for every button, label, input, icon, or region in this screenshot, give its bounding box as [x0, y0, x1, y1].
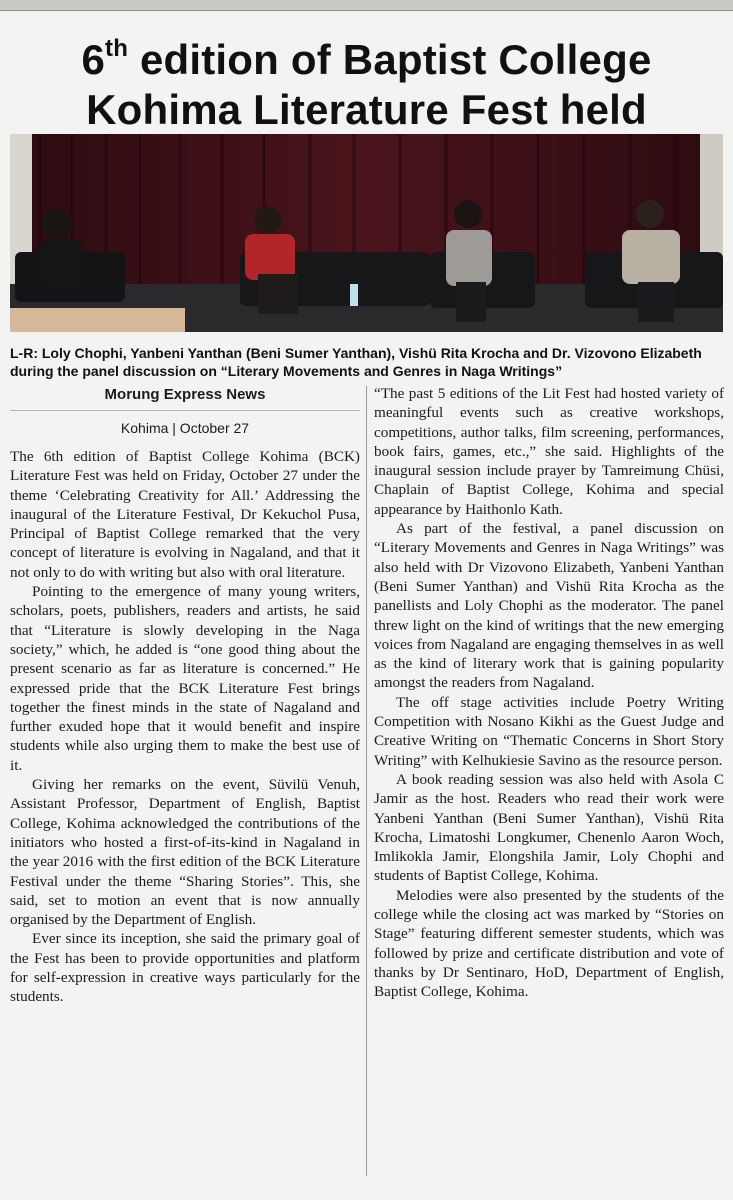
body-paragraph: The off stage activities include Poetry Writing Competition with Nosano Kikhi as the Guest Judge and Creative Writing on “Thematic Concerns in Short Story Writing” with Kelhukiesie Savino as the resource person. [374, 693, 724, 769]
dateline: Kohima | October 27 [10, 410, 360, 439]
headline-number: 6 [81, 36, 106, 83]
body-paragraph: “The past 5 editions of the Lit Fest had hosted variety of meaningful events such as creative workshops, competitions, author talks, film screening, performances, book fairs, games, etc.,” she said. Highlights of the inaugural session include prayer by Tamreimung Chüsi, Chaplain of Baptist College, Kohima and special appearance by Haithonlo Kath. [374, 385, 724, 518]
body-paragraph: A book reading session was also held with Asola C Jamir as the host. Readers who read their work were Yanbeni Yanthan (Beni Sumer Yanthan), Vishü Rita Krocha, Limatoshi Longkumer, Chenenlo Aaron Woch, Imlikokla Jamir, Elongshila Jamir, Loly Chophi and students of Baptist College, Kohima. [374, 770, 724, 885]
headline-ordinal: th [105, 35, 129, 62]
photo-illustration [10, 134, 723, 332]
body-paragraph: The 6th edition of Baptist College Kohima (BCK) Literature Fest was held on Friday, October 27 under the theme ‘Celebrating Creativity for All.’ Addressing the inaugural of the Literature Festival, Dr Kekuchol Pusa, Principal of Baptist College remarked that the very concept of literature is evolving in Nagaland, and that it not only to do with writing but also with oral literature. [10, 448, 360, 581]
body-paragraph: Pointing to the emergence of many young writers, scholars, poets, publishers, readers and artists, he said that “Literature is slowly developing in the Naga society,” which, he added is “one good thing about the present scenario as far as literature is concerned.” He expressed pride that the BCK Literature Fest brings together the finest minds in the state of Nagaland and further exuded hope that it would benefit and inspire students while also urging them to make the best use of it. [10, 583, 360, 774]
left-column [10, 384, 360, 1007]
headline [10, 24, 723, 135]
body-paragraph: Melodies were also presented by the students of the college while the closing act was marked by “Stories on Stage” featuring different semester students, which was followed by prize and certificate distribution and vote of thanks by Dr Sentinaro, HoD, Department of English, Baptist College, Kohima. [374, 886, 724, 1001]
column-divider [366, 386, 367, 1176]
panel-discussion-photo [10, 134, 723, 332]
top-rule [0, 0, 733, 11]
byline: Morung Express News [104, 386, 266, 403]
body-paragraph: Ever since its inception, she said the primary goal of the Fest has been to provide opportunities and platform for self-expression in creative ways particularly for the students. [10, 930, 360, 1006]
right-column [374, 384, 724, 1002]
photo-caption: L-R: Loly Chophi, Yanbeni Yanthan (Beni Sumer Yanthan), Vishü Rita Krocha and Dr. Vizovono Elizabeth during the panel discussion on “Literary Movements and Genres in Naga Writings” [10, 345, 702, 379]
body-paragraph: Giving her remarks on the event, Süvilü Venuh, Assistant Professor, Department of English, Baptist College, Kohima acknowledged the contributions of the initiators who hosted a first-of-its-kind in Nagaland in the year 2016 with the first edition of the BCK Literature Festival under the theme “Sharing Stories”. This, she said, set to motion an event that is now annually organised by the Department of English. [10, 776, 360, 929]
body-paragraph: As part of the festival, a panel discussion on “Literary Movements and Genres in Naga Writings” was also held with Dr Vizovono Elizabeth, Yanbeni Yanthan (Beni Sumer Yanthan) and Vishü Rita Krocha as the panellists and Loly Chophi as the moderator. The panel threw light on the kind of writings that the new emerging voices from Nagaland are engaging themselves in as well as the kind of literary work that is gaining popularity amongst the readers from Nagaland. [374, 520, 724, 692]
headline-text: edition of Baptist College Kohima Literature Fest held [86, 36, 652, 133]
